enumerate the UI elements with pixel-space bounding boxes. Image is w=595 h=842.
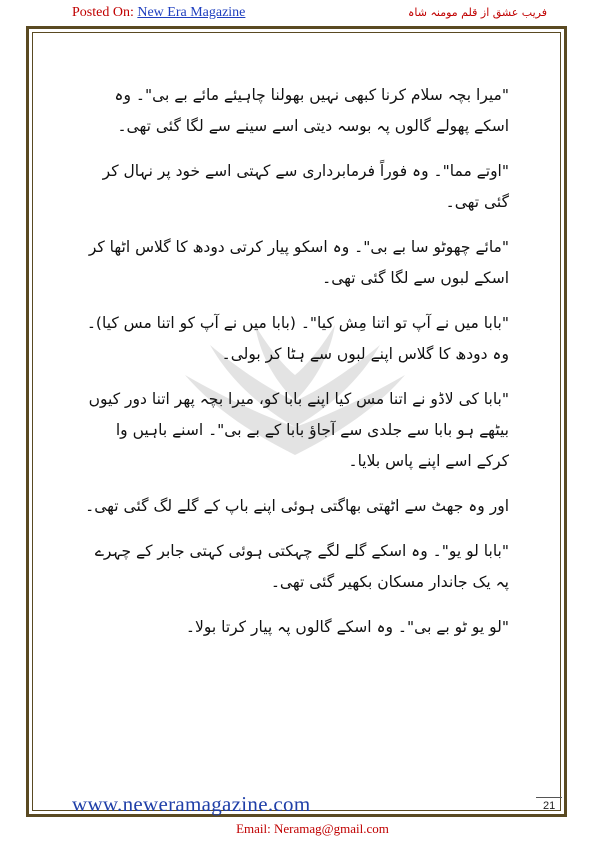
footer-website-link[interactable]: www.neweramagazine.com (72, 792, 311, 816)
paragraph: "میرا بچہ سلام کرنا کبھی نہیں بھولنا چاہیئے مائے بے بی"۔ وہ اسکے پھولے گالوں پہ بوسہ دیتی اسے سینے سے لگا گئی تھی۔ (114, 86, 509, 135)
page-number-divider (536, 797, 562, 798)
posted-on-label: Posted On: (72, 5, 138, 20)
page-number: 21 (543, 800, 556, 812)
footer-email: Email: Neramag@gmail.com (236, 821, 389, 836)
paragraph: "بابا لو یو"۔ وہ اسکے گلے لگے چہکتی ہوئی کہتی جابر کے چہرے پہ یک جاندار مسکان بکھیر گئی تھی۔ (94, 542, 509, 591)
paragraph: اور وہ جھٹ سے اٹھتی بھاگتی ہوئی اپنے باپ کے گلے لگ گئی تھی۔ (85, 497, 509, 515)
header-posted-on (72, 5, 245, 21)
magazine-link[interactable]: New Era Magazine (137, 5, 246, 20)
paragraph: "بابا کی لاڈو نے اتنا مس کیا اپنے بابا کو، میرا بچہ پھر اتنا دور کیوں بیٹھے ہو بابا سے جلدی سے آجاؤ بابا کے بے بی"۔ اسنے باہیں وا کرکے اسے اپنے پاس بلایا۔ (88, 390, 509, 470)
novel-credit: فریب عشق از قلم مومنہ شاہ (407, 6, 547, 19)
paragraph: "لو یو ٹو بے بی"۔ وہ اسکے گالوں پہ پیار کرتا بولا۔ (185, 618, 509, 636)
story-content (80, 80, 509, 657)
paragraph: "مائے چھوٹو سا بے بی"۔ وہ اسکو پیار کرتی دودھ کا گلاس اٹھا کر اسکے لبوں سے لگا گئی تھی۔ (88, 238, 509, 287)
paragraph: "بابا میں نے آپ تو اتنا مِش کیا"۔ (بابا میں نے آپ کو اتنا مس کیا)۔ وہ دودھ کا گلاس اپنے لبوں سے ہٹا کر بولی۔ (86, 314, 509, 363)
paragraph: "اوتے مما"۔ وہ فوراً فرمابرداری سے کہتی اسے خود پر نہال کر گئی تھی۔ (102, 162, 509, 211)
